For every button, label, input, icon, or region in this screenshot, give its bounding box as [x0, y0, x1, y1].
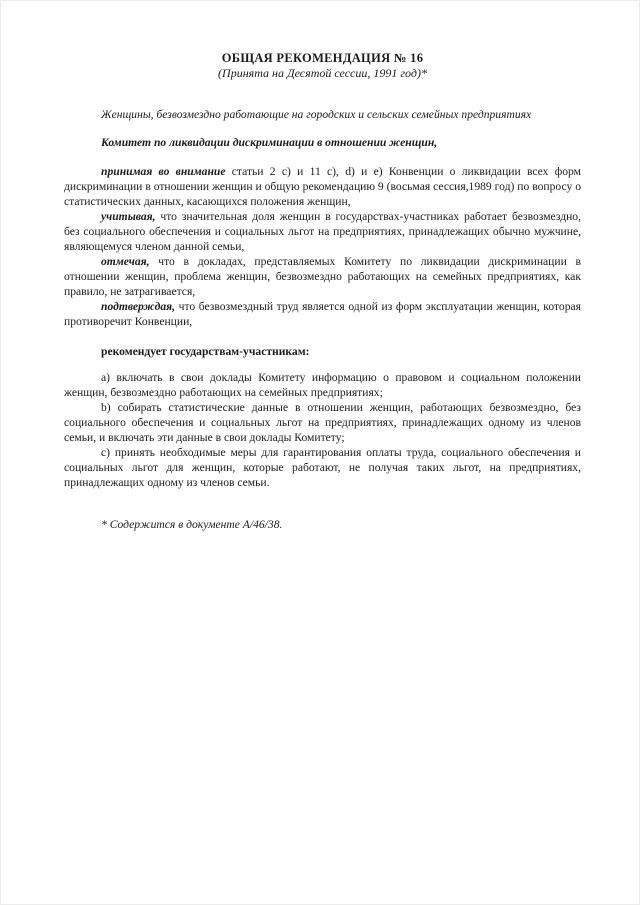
- preamble-lead-2: учитывая,: [101, 210, 156, 223]
- preamble-lead-4: подтверждая,: [101, 300, 176, 313]
- document-subject-line: Женщины, безвозмездно работающие на городских и сельских семейных предприятиях: [101, 108, 532, 121]
- preamble-text-4: что безвозмездный труд является одной из форм эксплуатации женщин, которая противоречит Конвенции,: [64, 300, 581, 328]
- recommendation-item-b: b) собирать статистические данные в отношении женщин, работающих безвозмездно, без социального обеспечения и социальных льгот на предприятиях, принадлежащих одному из членов семьи, и включать эти данные в свои доклады Комитету;: [64, 401, 581, 444]
- preamble-paragraph-3: [64, 254, 581, 299]
- preamble-text-2: что значительная доля женщин в государствах-участниках работает безвозмездно, без социального обеспечения и социальных льгот на предприятиях, принадлежащих обычно мужчине, являющемуся членом данной семьи,: [64, 210, 581, 253]
- committee-heading: Комитет по ликвидации дискриминации в отношении женщин,: [101, 136, 438, 149]
- footnote: * Содержится в документе A/46/38.: [101, 518, 283, 531]
- preamble-text-1: статьи 2 с) и 11 с), d) и е) Конвенции о ликвидации всех форм дискриминации в отношении женщин и общую рекомендацию 9 (восьмая сессия,1989 год) по вопросу о статистических данных, касающихся положения женщин,: [64, 165, 581, 208]
- preamble-paragraph-1: [64, 164, 581, 209]
- document-content: [64, 51, 581, 532]
- preamble-paragraph-4: [64, 299, 581, 329]
- recommendation-item-a: a) включать в свои доклады Комитету информацию о правовом и социальном положении женщин, безвозмездно работающих на семейных предприятиях;: [64, 371, 581, 399]
- preamble-lead-3: отмечая,: [101, 255, 150, 268]
- recommends-heading: рекомендует государствам-участникам:: [101, 345, 310, 358]
- preamble-lead-1: принимая во внимание: [101, 165, 226, 178]
- preamble-text-3: что в докладах, представляемых Комитету по ликвидации дискриминации в отношении женщин, проблема женщин, безвозмездно работающих на семейных предприятиях, как правило, не затрагивается,: [64, 255, 581, 298]
- recommendation-item-c: c) принять необходимые меры для гарантирования оплаты труда, социального обеспечения и социальных льгот для женщин, которые работают, не получая таких льгот, на предприятиях, принадлежащих одному из членов семьи.: [64, 446, 581, 489]
- document-title: ОБЩАЯ РЕКОМЕНДАЦИЯ № 16: [221, 51, 424, 65]
- document-subtitle: (Принята на Десятой сессии, 1991 год)*: [218, 66, 427, 80]
- preamble-paragraph-2: [64, 209, 581, 254]
